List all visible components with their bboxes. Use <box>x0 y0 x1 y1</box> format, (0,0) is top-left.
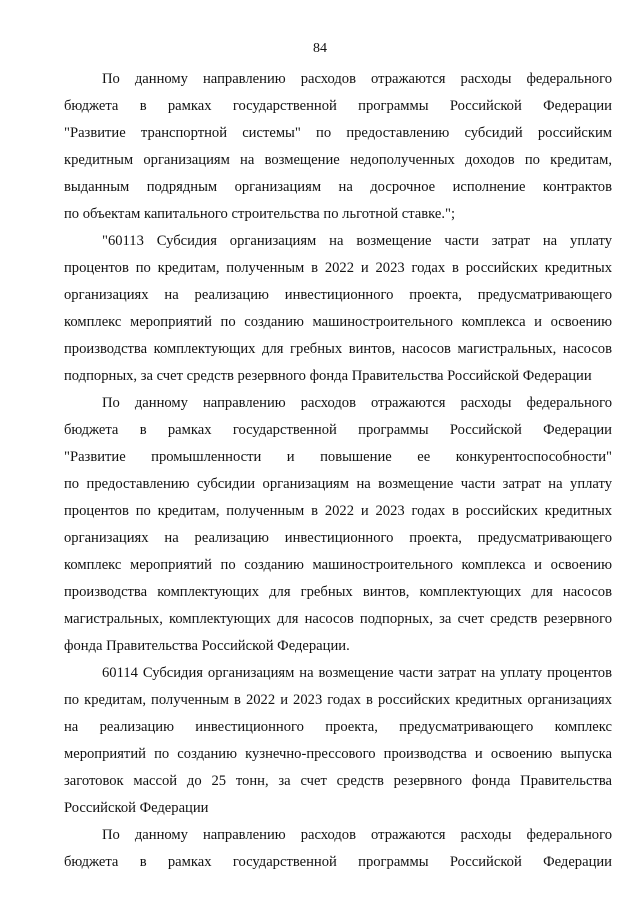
text-line: заготовок массой до 25 тонн, за счет средств резервного фонда Правительства <box>64 773 612 789</box>
paragraph <box>64 660 612 822</box>
text-line: процентов по кредитам, полученным в 2022 и 2023 годах в российских кредитных <box>64 503 612 519</box>
text-line: По данному направлению расходов отражаются расходы федерального <box>102 71 612 87</box>
paragraph <box>64 822 612 876</box>
text-line: "Развитие транспортной системы" по предоставлению субсидий российским <box>64 125 612 141</box>
text-line: бюджета в рамках государственной программы Российской Федерации <box>64 422 612 438</box>
text-line: "60113 Субсидия организациям на возмещение части затрат на уплату <box>102 233 612 249</box>
paragraph <box>64 390 612 660</box>
page-number: 84 <box>313 41 327 56</box>
text-line: по кредитам, полученным в 2022 и 2023 годах в российских кредитных организациях <box>64 692 612 708</box>
text-line: По данному направлению расходов отражаются расходы федерального <box>102 827 612 843</box>
text-line: производства комплектующих для гребных винтов, насосов магистральных, насосов <box>64 341 612 357</box>
text-line: бюджета в рамках государственной программы Российской Федерации <box>64 98 612 114</box>
text-line: 60114 Субсидия организациям на возмещение части затрат на уплату процентов <box>102 665 612 681</box>
text-line: организациях на реализацию инвестиционного проекта, предусматривающего <box>64 530 612 546</box>
text-line: организациях на реализацию инвестиционного проекта, предусматривающего <box>64 287 612 303</box>
paragraph <box>64 66 612 228</box>
text-line: по объектам капитального строительства по льготной ставке."; <box>64 206 456 222</box>
text-line: мероприятий по созданию кузнечно-прессового производства и освоению выпуска <box>64 746 612 762</box>
text-line: комплекс мероприятий по созданию машиностроительного комплекса и освоению <box>64 314 612 330</box>
text-line: подпорных, за счет средств резервного фонда Правительства Российской Федерации <box>64 368 592 384</box>
text-line: на реализацию инвестиционного проекта, предусматривающего комплекс <box>64 719 612 735</box>
text-line: "Развитие промышленности и повышение ее конкурентоспособности" <box>64 449 612 465</box>
text-line: По данному направлению расходов отражаются расходы федерального <box>102 395 612 411</box>
paragraph <box>64 228 612 390</box>
text-line: бюджета в рамках государственной программы Российской Федерации <box>64 854 612 870</box>
text-line: выданным подрядным организациям на досрочное исполнение контрактов <box>64 179 612 195</box>
text-line: фонда Правительства Российской Федерации. <box>64 638 350 654</box>
document-body <box>64 66 612 876</box>
text-line: процентов по кредитам, полученным в 2022 и 2023 годах в российских кредитных <box>64 260 612 276</box>
text-line: производства комплектующих для гребных винтов, комплектующих для насосов <box>64 584 612 600</box>
text-line: кредитным организациям на возмещение недополученных доходов по кредитам, <box>64 152 612 168</box>
text-line: по предоставлению субсидии организациям на возмещение части затрат на уплату <box>64 476 612 492</box>
text-line: магистральных, комплектующих для насосов подпорных, за счет средств резервного <box>64 611 612 627</box>
text-line: Российской Федерации <box>64 800 209 816</box>
text-line: комплекс мероприятий по созданию машиностроительного комплекса и освоению <box>64 557 612 573</box>
